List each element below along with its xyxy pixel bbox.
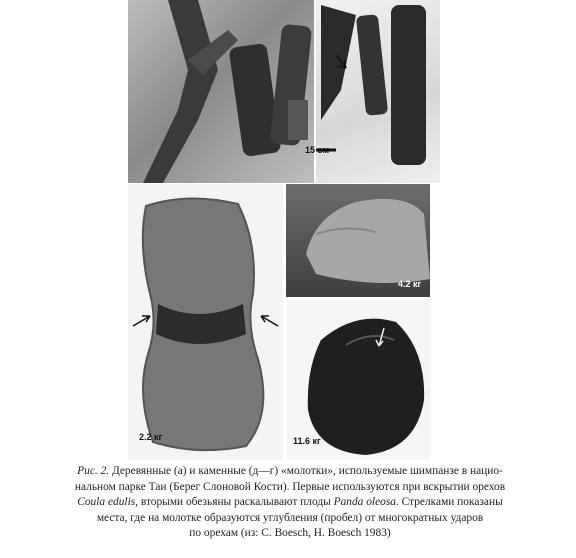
photo-wooden-hammers-left <box>128 0 314 183</box>
caption-species-coula: Coula edulis <box>77 496 136 509</box>
weight-label-heavy: 11.6 кг <box>293 436 321 446</box>
caption-prefix: Рис. 2. <box>77 465 110 477</box>
caption-line-3-mid: , вторыми обезьяны раскалывают плоды <box>135 496 334 509</box>
caption-species-panda: Panda oleosa <box>333 496 396 509</box>
caption-line-5: по орехам (из: C. Boesch, H. Boesch 1983) <box>189 527 391 540</box>
scale-label: 15 см <box>305 145 330 155</box>
weight-label-large: 2.2 кг <box>139 432 163 442</box>
weight-label-medium: 4.2 кг <box>398 279 422 289</box>
caption-line-4: места, где на молотке образуются углубления (пробел) от многократных ударов <box>96 511 484 524</box>
caption-line-1: Деревянные (а) и каменные (д—г) «молотки», используемые шимпанзе в нацио- <box>109 465 503 477</box>
photo-wooden-hammers-right <box>316 0 440 183</box>
stone-illustration-large <box>128 184 283 460</box>
figure-caption <box>20 464 560 542</box>
caption-line-2: нальном парке Таи (Берег Слоновой Кости). Первые используются при вскрытии орехов <box>74 480 506 493</box>
caption-line-3-end: . Стрелками показаны <box>395 496 503 509</box>
wooden-hammers-illustration <box>128 0 314 183</box>
wooden-hammers-illustration-right <box>316 0 440 183</box>
photo-stone-hammer-large <box>128 184 283 460</box>
